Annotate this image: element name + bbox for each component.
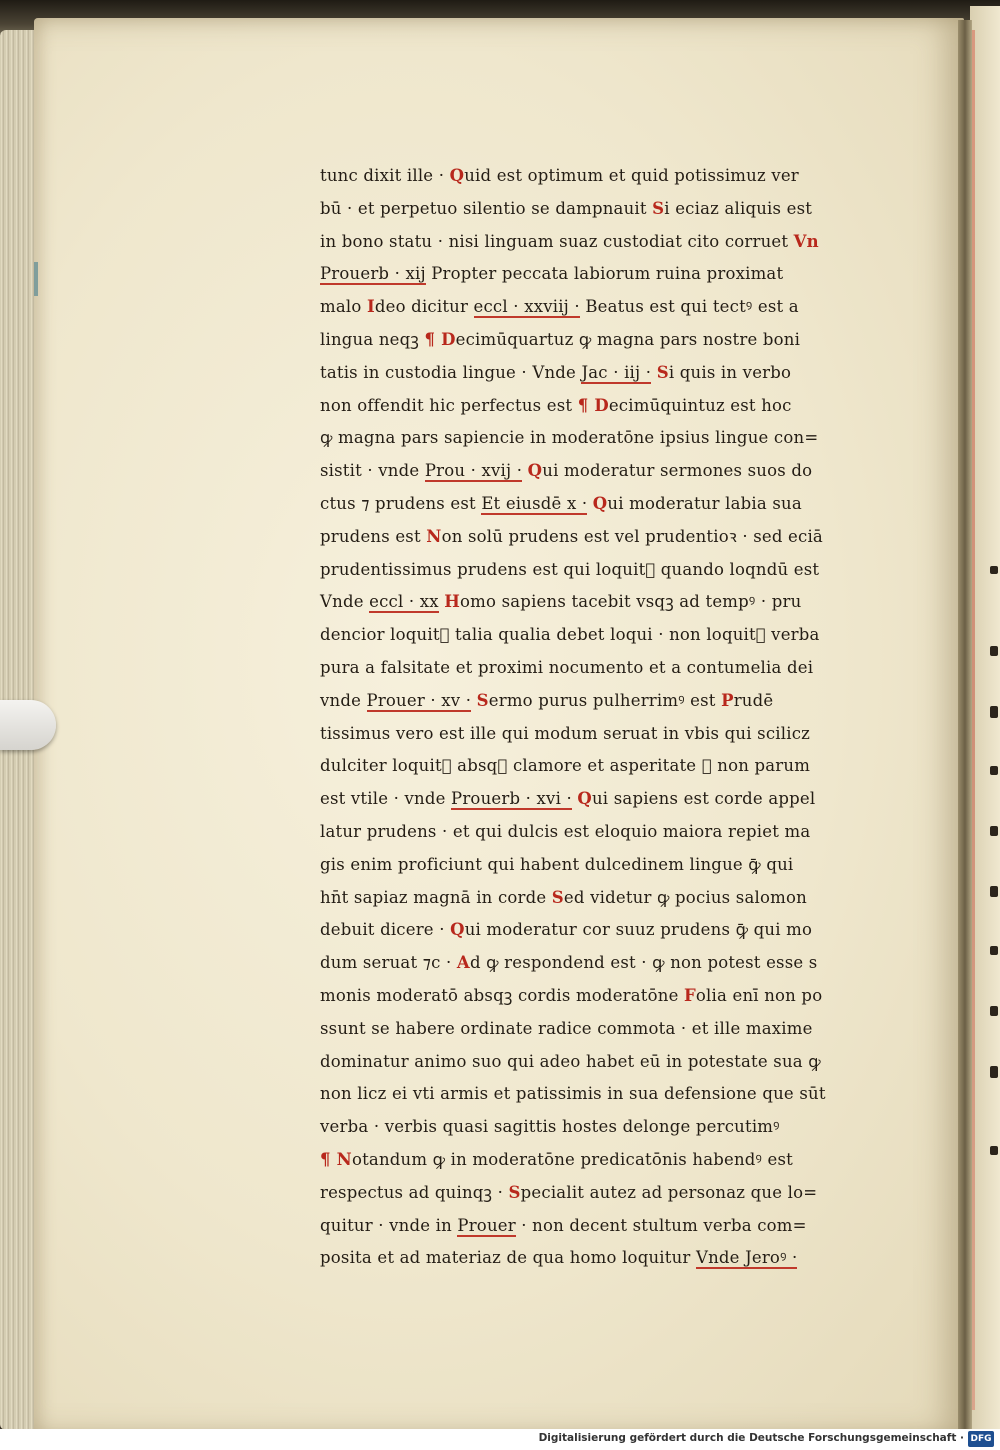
text-line xyxy=(320,488,895,521)
text-span: ssunt se habere ordinate radice commota · et ille maxime xyxy=(320,1018,813,1038)
scripture-reference: Prou · xvij · xyxy=(424,461,523,481)
text-span: vnde xyxy=(320,690,367,710)
text-span: rudē xyxy=(733,690,774,710)
text-span: ui moderatur labia sua xyxy=(607,493,802,513)
text-line xyxy=(320,685,895,718)
text-span: sistit · vnde xyxy=(320,461,425,481)
text-line xyxy=(320,1210,895,1243)
facing-page-text-fragment xyxy=(990,766,998,775)
footer-credit: Digitalisierung gefördert durch die Deutsche Forschungsgemeinschaft · xyxy=(538,1432,964,1444)
rubricated-initial: ¶ D xyxy=(424,329,456,349)
text-line xyxy=(320,160,895,193)
text-line xyxy=(320,1013,895,1046)
text-line xyxy=(320,1078,895,1111)
text-span: otandum ꝙ in moderatōne predicatōnis habendꝰ est xyxy=(351,1149,793,1169)
scripture-reference: eccl · xxviij · xyxy=(473,297,580,317)
text-span: pura a falsitate et proximi nocumento et a contumelia dei xyxy=(320,657,814,677)
rubricated-initial: P xyxy=(721,690,734,710)
facing-page-text-fragment xyxy=(990,1066,998,1078)
text-line xyxy=(320,619,895,652)
text-span: quitur · vnde in xyxy=(320,1215,458,1235)
text-span: dencior loquit᷑ talia qualia debet loqui · non loquit᷑ verba xyxy=(320,625,820,645)
text-line xyxy=(320,849,895,882)
facing-page-text-fragment xyxy=(990,886,998,897)
text-line xyxy=(320,652,895,685)
rubricated-initial: I xyxy=(366,297,375,317)
rubricated-initial: F xyxy=(684,985,696,1005)
text-span: · non decent stultum verba com= xyxy=(515,1215,807,1235)
rubricated-initial: N xyxy=(426,526,442,546)
text-line xyxy=(320,1046,895,1079)
text-span: lingua neqꝫ xyxy=(320,329,425,349)
text-span: debuit dicere · xyxy=(320,920,451,940)
text-line xyxy=(320,1111,895,1144)
text-line xyxy=(320,554,895,587)
text-span: gis enim proficiunt qui habent dulcedinem lingue ꝙ̄ qui xyxy=(320,854,794,874)
text-line xyxy=(320,291,895,324)
text-span: pecialit autez ad personaz que lo= xyxy=(520,1182,818,1202)
text-line xyxy=(320,1144,895,1177)
scripture-reference: Vnde Jeroꝰ · xyxy=(695,1248,798,1268)
rubricated-initial: S xyxy=(551,887,564,907)
scripture-reference: Et eiusdē x · xyxy=(481,493,588,513)
facing-page-text-fragment xyxy=(990,566,998,574)
text-span: in bono statu · nisi linguam suaz custodiat cito corruet xyxy=(320,231,794,251)
bookmark-tab xyxy=(34,262,38,296)
scripture-reference: Prouerb · xvi · xyxy=(451,789,572,809)
text-span: i eciaz aliquis est xyxy=(664,198,813,218)
page-clamp xyxy=(0,700,56,750)
text-span: est vtile · vnde xyxy=(320,789,452,809)
text-line xyxy=(320,882,895,915)
text-span: uid est optimum et quid potissimuz ver xyxy=(464,166,799,185)
text-line xyxy=(320,1242,895,1275)
text-line xyxy=(320,357,895,390)
text-line xyxy=(320,586,895,619)
text-span: ꝙ magna pars sapiencie in moderatōne ipsius lingue con= xyxy=(320,428,819,448)
page-gutter xyxy=(958,20,972,1430)
text-span: hn̄t sapiaz magnā in corde xyxy=(320,887,552,907)
rubricated-initial: ¶ N xyxy=(320,1149,352,1169)
text-span: ermo purus pulherrimꝰ est xyxy=(488,690,722,710)
dfg-logo-icon: DFG xyxy=(968,1431,994,1447)
text-span: ed videtur ꝙ pocius salomon xyxy=(563,887,807,907)
rubricated-initial: S xyxy=(652,198,665,218)
text-span: olia enī non po xyxy=(695,985,823,1005)
rubricated-initial: ¶ D xyxy=(577,395,609,415)
text-block xyxy=(320,160,895,1275)
facing-page-text-fragment xyxy=(990,826,998,836)
text-span: latur prudens · et qui dulcis est eloquio maiora repiet ma xyxy=(320,821,811,841)
text-span: monis moderatō absqꝫ cordis moderatōne xyxy=(320,985,684,1005)
text-span: non licz ei vti armis et patissimis in sua defensione que sūt xyxy=(320,1084,826,1104)
text-span: Propter peccata labiorum ruina proximat xyxy=(425,264,784,284)
text-span: ctus ⁊ prudens est xyxy=(320,493,482,513)
rubricated-initial: S xyxy=(476,690,489,710)
text-span: prudentissimus prudens est qui loquit᷑ quando loqndū est xyxy=(320,559,820,579)
text-line xyxy=(320,226,895,259)
rubricated-initial: Vn xyxy=(793,231,819,251)
text-span: Vnde xyxy=(320,592,370,612)
text-line xyxy=(320,324,895,357)
rubricated-initial: Q xyxy=(527,461,543,481)
facing-page-text-fragment xyxy=(990,946,998,955)
text-span: malo xyxy=(320,297,367,317)
text-span: dominatur animo suo qui adeo habet eū in potestate sua ꝙ xyxy=(320,1051,821,1071)
text-span: verba · verbis quasi sagittis hostes delonge percutimꝰ xyxy=(320,1117,780,1137)
rubricated-initial: S xyxy=(656,362,669,382)
text-line xyxy=(320,816,895,849)
rubricated-initial: H xyxy=(444,592,461,612)
rubricated-initial: Q xyxy=(577,789,592,809)
text-span: Beatus est qui tectꝰ est a xyxy=(579,297,799,317)
footer-bar xyxy=(0,1429,1000,1450)
text-line xyxy=(320,455,895,488)
text-span: omo sapiens tacebit vsqꝫ ad tempꝰ · pru xyxy=(460,592,802,612)
rubricated-initial: Q xyxy=(592,493,608,513)
text-line xyxy=(320,422,895,455)
text-line xyxy=(320,258,895,291)
text-span: tunc dixit ille · xyxy=(320,166,450,185)
text-line xyxy=(320,783,895,816)
text-line xyxy=(320,914,895,947)
text-span: deo dicitur xyxy=(374,297,474,317)
scripture-reference: Prouer xyxy=(457,1215,516,1235)
text-span: ui moderatur cor suuz prudens ꝙ̄ qui mo xyxy=(464,920,813,940)
text-line xyxy=(320,980,895,1013)
text-span: dum seruat ⁊c · xyxy=(320,953,457,973)
text-line xyxy=(320,390,895,423)
text-span: ui sapiens est corde appel xyxy=(591,789,816,809)
text-span: ecimūquartuz ꝙ magna pars nostre boni xyxy=(455,329,801,349)
rubricated-initial: Q xyxy=(450,920,465,940)
facing-page-text-fragment xyxy=(990,646,998,656)
text-line xyxy=(320,750,895,783)
text-line xyxy=(320,1177,895,1210)
text-span: ui moderatur sermones suos do xyxy=(542,461,813,481)
rubricated-initial: Q xyxy=(449,166,465,185)
text-span: respectus ad quinqꝫ · xyxy=(320,1182,509,1202)
text-line xyxy=(320,718,895,751)
text-span: bū · et perpetuo silentio se dampnauit xyxy=(320,198,653,218)
facing-page-text-fragment xyxy=(990,1006,998,1016)
text-line xyxy=(320,947,895,980)
rubricated-initial: A xyxy=(456,953,470,973)
text-span: ecimūquintuz est hoc xyxy=(608,395,792,415)
rubricated-edge xyxy=(972,30,975,1410)
rubricated-initial: S xyxy=(508,1182,521,1202)
scripture-reference: Jac · iij · xyxy=(581,362,652,382)
scripture-reference: Prouer · xv · xyxy=(366,690,472,710)
scripture-reference: eccl · xx xyxy=(369,592,439,612)
text-span: i quis in verbo xyxy=(668,362,792,382)
text-line xyxy=(320,193,895,226)
text-span: prudens est xyxy=(320,526,427,546)
text-span: d ꝙ respondend est · ꝙ non potest esse s xyxy=(469,953,818,973)
facing-page-text-fragment xyxy=(990,1146,998,1155)
text-span: tatis in custodia lingue · Vnde xyxy=(320,362,582,382)
text-span: posita et ad materiaz de qua homo loquitur xyxy=(320,1248,696,1268)
text-line xyxy=(320,521,895,554)
facing-page-text-fragment xyxy=(990,706,998,718)
text-span: dulciter loquit᷑ absqꝫ clamore et asperitate ꝙ non parum xyxy=(320,756,811,776)
text-span: non offendit hic perfectus est xyxy=(320,395,578,415)
scripture-reference: Prouerb · xij xyxy=(320,264,426,284)
text-span: on solū prudens est vel prudentioꝛ · sed eciā xyxy=(441,526,823,546)
text-span: tissimus vero est ille qui modum seruat in vbis qui scilicz xyxy=(320,723,811,743)
